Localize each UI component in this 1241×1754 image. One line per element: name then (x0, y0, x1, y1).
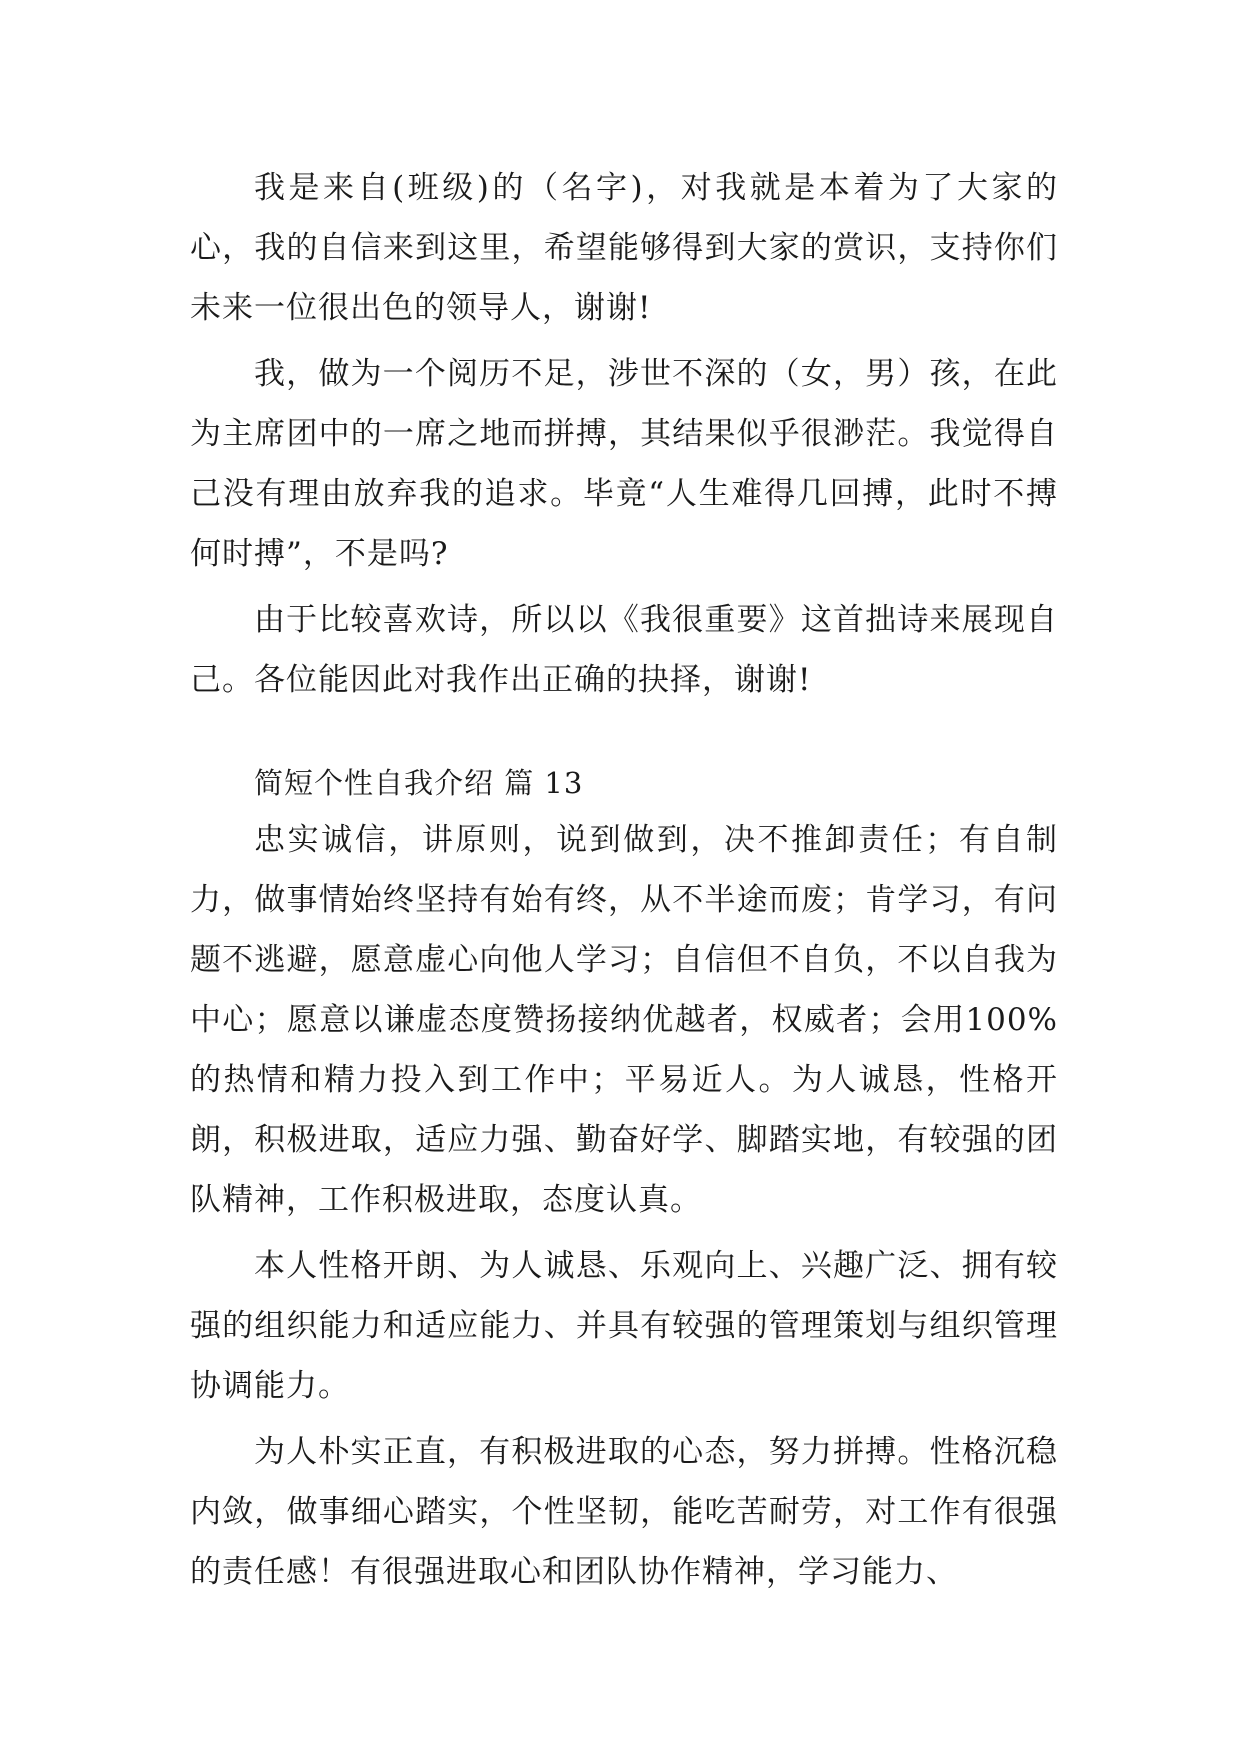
paragraph: 我是来自(班级)的（名字)，对我就是本着为了大家的心，我的自信来到这里，希望能够得到大家的赏识，支持你们未来一位很出色的领导人，谢谢! (190, 170, 1058, 326)
paragraph: 由于比较喜欢诗，所以以《我很重要》这首拙诗来展现自己。各位能因此对我作出正确的抉择，谢谢! (190, 602, 1058, 698)
paragraph: 本人性格开朗、为人诚恳、乐观向上、兴趣广泛、拥有较强的组织能力和适应能力、并具有较强的管理策划与组织管理协调能力。 (190, 1248, 1058, 1404)
paragraph: 我，做为一个阅历不足，涉世不深的（女，男）孩，在此为主席团中的一席之地而拼搏，其结果似乎很渺茫。我觉得自己没有理由放弃我的追求。毕竟“人生难得几回搏，此时不搏何时搏”，不是吗? (190, 356, 1058, 572)
paragraph: 忠实诚信，讲原则，说到做到，决不推卸责任；有自制力，做事情始终坚持有始有终，从不半途而废；肯学习，有问题不逃避，愿意虚心向他人学习；自信但不自负，不以自我为中心；愿意以谦虚态度赞扬接纳优越者，权威者；会用100%的热情和精力投入到工作中；平易近人。为人诚恳，性格开朗，积极进取，适应力强、勤奋好学、脚踏实地，有较强的团队精神，工作积极进取，态度认真。 (190, 822, 1058, 1218)
section-heading: 简短个性自我介绍 篇 13 (254, 766, 584, 800)
paragraph: 为人朴实正直，有积极进取的心态，努力拼搏。性格沉稳内敛，做事细心踏实，个性坚韧，能吃苦耐劳，对工作有很强的责任感！有很强进取心和团队协作精神，学习能力、 (190, 1434, 1058, 1590)
document-page (190, 158, 1058, 1608)
